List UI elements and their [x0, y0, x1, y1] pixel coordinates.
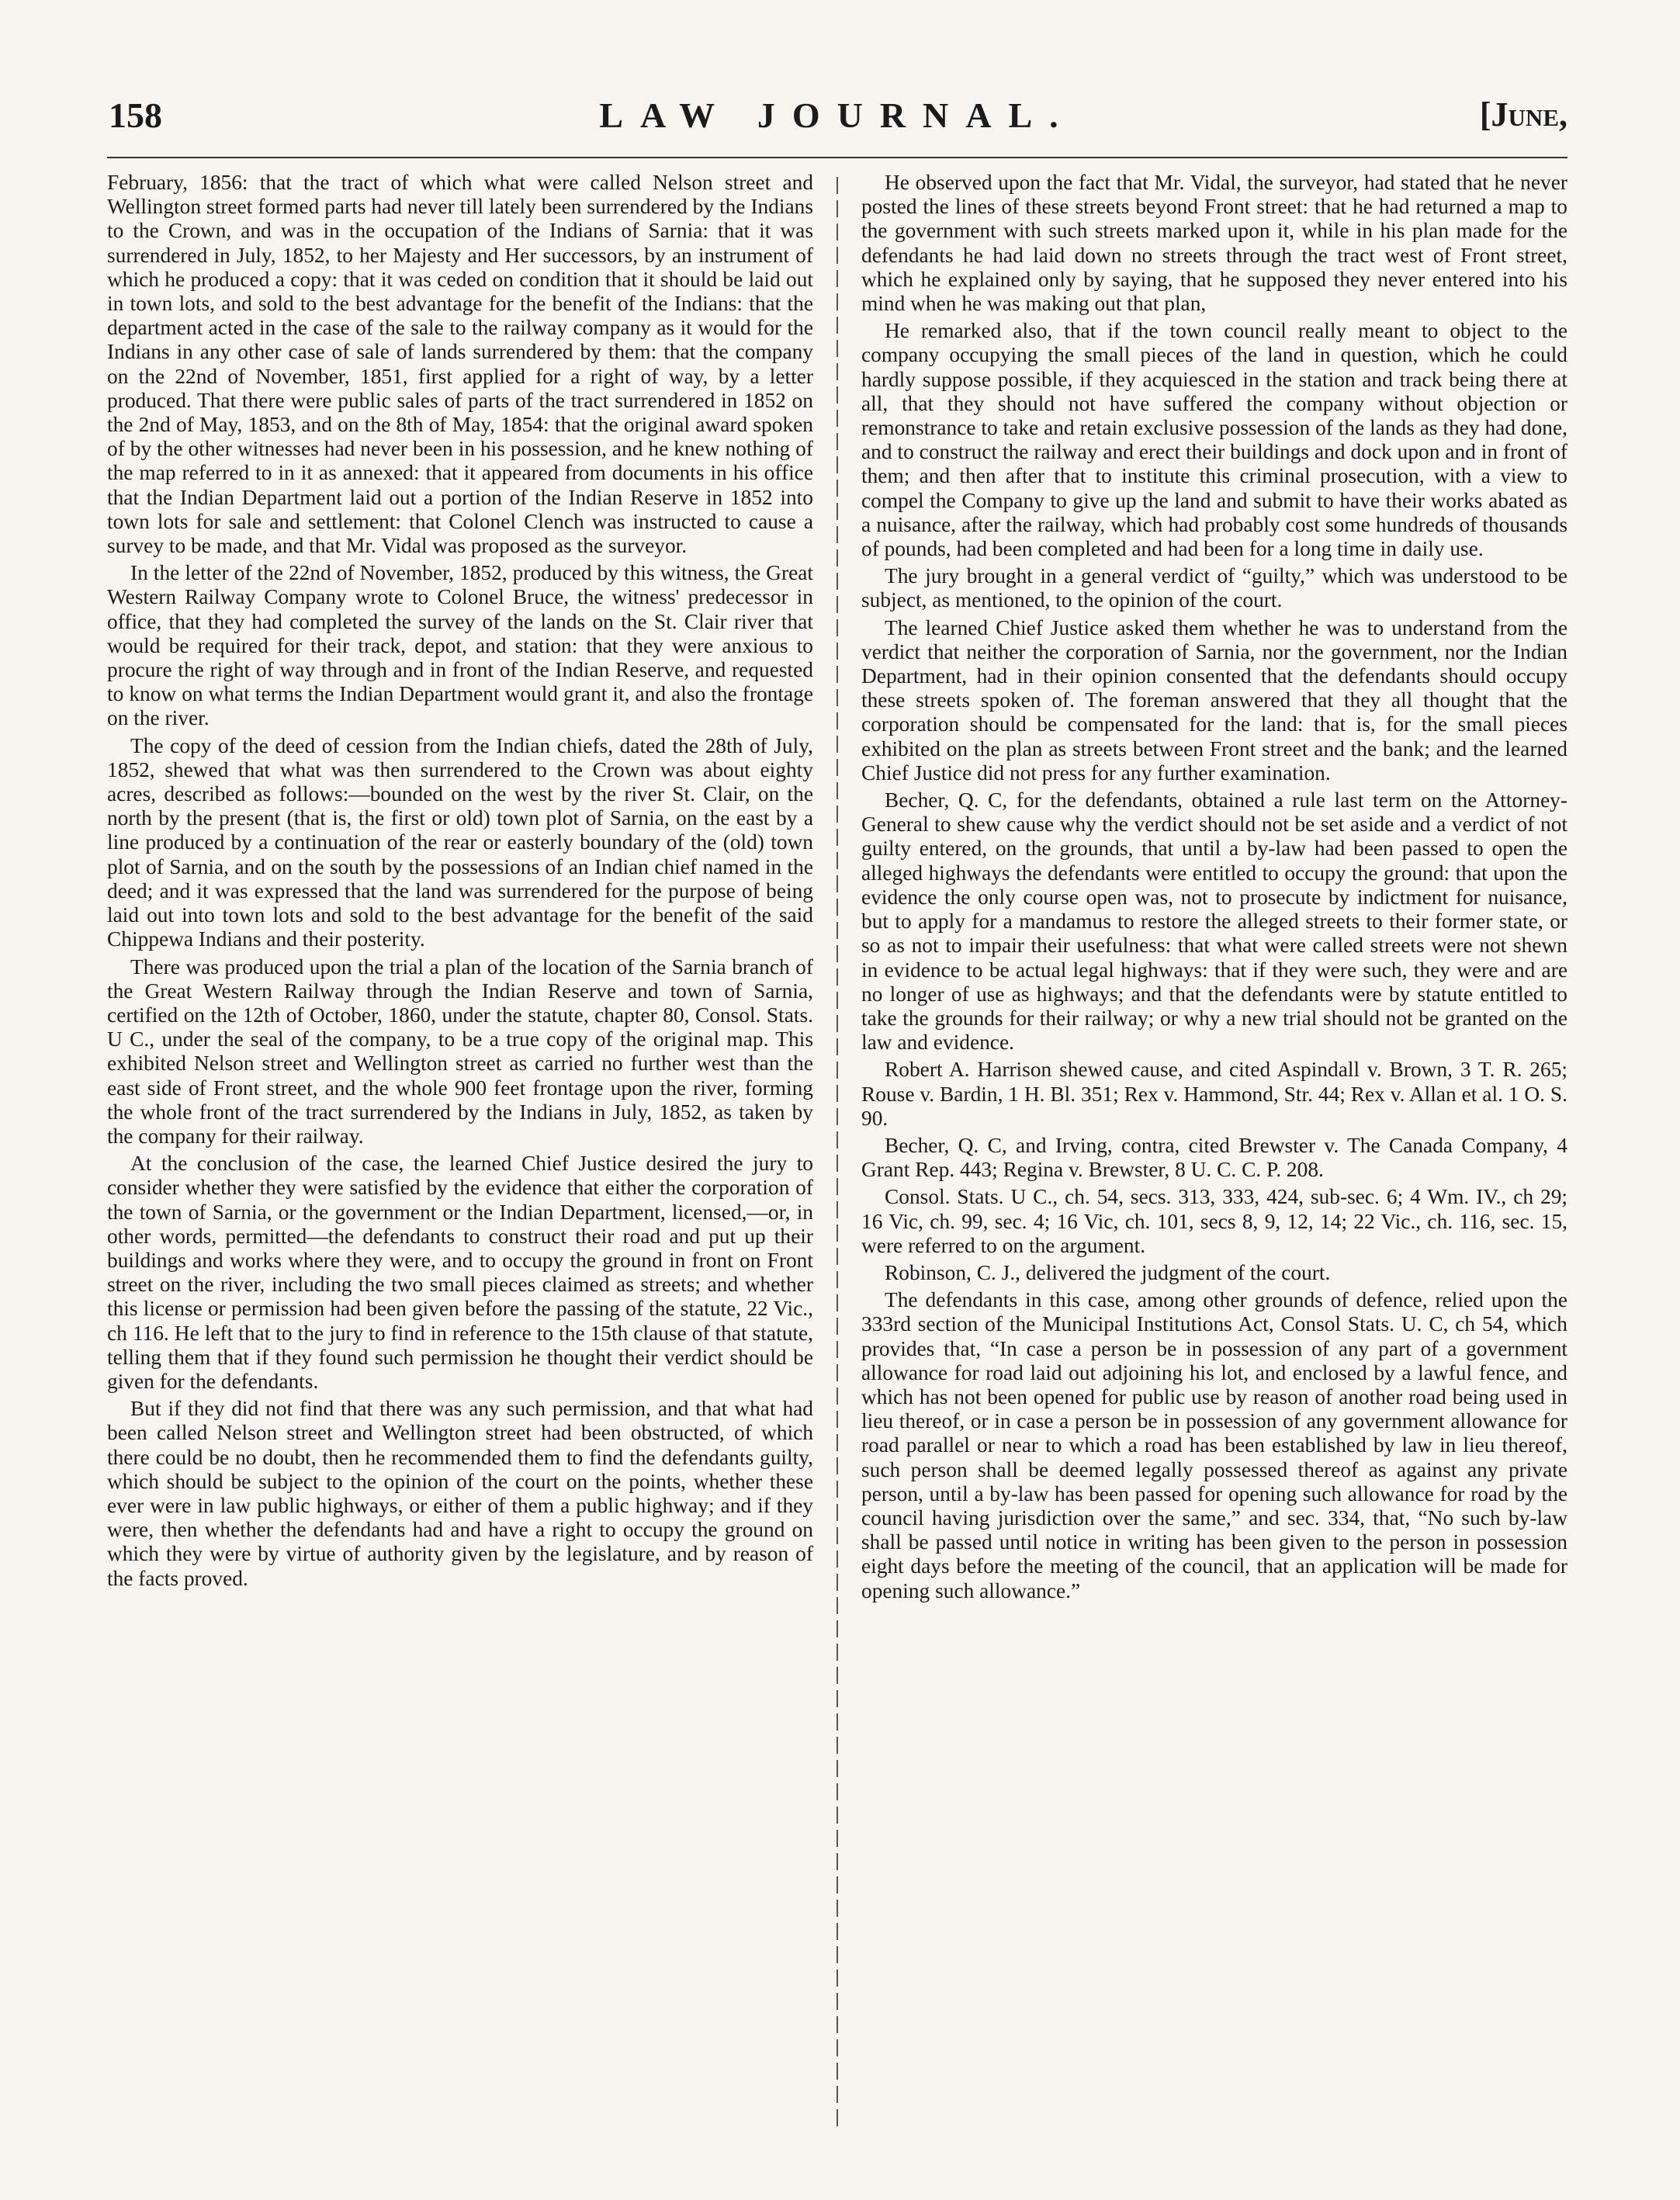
paragraph: Robinson, C. J., delivered the judgment of the court. — [885, 1260, 1331, 1284]
column-divider — [837, 177, 838, 2132]
journal-title: LAW JOURNAL. — [599, 95, 1076, 135]
paragraph: The jury brought in a general verdict of “guilty,” which was understood to be subject, as mentioned, to the opinion of the court. — [861, 564, 1567, 612]
paragraph: At the conclusion of the case, the learned Chief Justice desired the jury to consider whether they were satisfied by the evidence that either the corporation of the town of Sarnia, or the government or the Indian Department, licensed,—or, in other words, permitted—the defendants to construct their road and put up their buildings and works where they were, and to occupy the ground in front on Front street on the river, including the two small pieces claimed as streets; and whether this license or permission had been given before the passing of the statute, 22 Vic., ch 116. He left that to the jury to find in reference to the 15th clause of that statute, telling them that if they found such permission he thought their verdict should be given for the defendants. — [107, 1152, 813, 1393]
paragraph: He observed upon the fact that Mr. Vidal, the surveyor, had stated that he never posted the lines of these streets beyond Front street: that he had returned a map to the government with such streets marked upon it, while in his plan made for the defendants he had laid down no streets through the tract west of Front street, which he explained only by saying, that he supposed they never entered into his mind when he was making out that plan, — [861, 171, 1567, 316]
text-columns — [107, 171, 1567, 2132]
paragraph: There was produced upon the trial a plan of the location of the Sarnia branch of the Great Western Railway through the Indian Reserve and town of Sarnia, certified on the 12th of October, 1860, under the statute, chapter 80, Consol. Stats. U C., under the seal of the company, to be a true copy of the original map. This exhibited Nelson street and Wellington street as carried no further west than the east side of Front street, and the whole 900 feet frontage upon the river, forming the whole front of the tract surrendered by the Indians in July, 1852, as taken by the company for their railway. — [107, 954, 813, 1148]
page-header — [107, 85, 1567, 158]
paragraph: In the letter of the 22nd of November, 1852, produced by this witness, the Great Western Railway Company wrote to Colonel Bruce, the witness' predecessor in office, that they had completed the survey of the lands on the St. Clair river that would be required for their track, depot, and station: that they were anxious to procure the right of way through and in front of the Indian Reserve, and requested to know on what terms the Indian Department would grant it, and also the frontage on the river. — [107, 561, 813, 730]
paragraph: Robert A. Harrison shewed cause, and cited Aspindall v. Brown, 3 T. R. 265; Rouse v. Bardin, 1 H. Bl. 351; Rex v. Hammond, Str. 44; Rex v. Allan et al. 1 O. S. 90. — [861, 1058, 1567, 1130]
issue-month: [June, — [1479, 95, 1567, 133]
right-column — [861, 171, 1567, 2132]
journal-page — [107, 85, 1567, 2134]
paragraph: The learned Chief Justice asked them whether he was to understand from the verdict that neither the corporation of Sarnia, nor the government, nor the Indian Department, had in their opinion consented that the defendants should occupy these streets spoken of. The foreman answered that they all thought that the corporation should be compensated for the land: that is, for the small pieces exhibited on the plan as streets between Front street and the bank; and the learned Chief Justice did not press for any further examination. — [861, 615, 1567, 785]
paragraph: Consol. Stats. U C., ch. 54, secs. 313, 333, 424, sub-sec. 6; 4 Wm. IV., ch 29; 16 Vic, ch. 99, sec. 4; 16 Vic, ch. 101, secs 8, 9, 12, 14; 22 Vic., ch. 116, sec. 15, were referred to on the argument. — [861, 1185, 1567, 1257]
page-number: 158 — [109, 95, 162, 135]
left-column — [107, 171, 813, 2132]
paragraph: The copy of the deed of cession from the Indian chiefs, dated the 28th of July, 1852, shewed that what was then surrendered to the Crown was about eighty acres, described as follows:—bounded on the west by the river St. Clair, on the north by the present (that is, the first or old) town plot of Sarnia, on the east by a line produced by a continuation of the rear or easterly boundary of the (old) town plot of Sarnia, and on the south by the possessions of an Indian chief named in the deed; and it was expressed that the land was surrendered for the purpose of being laid out into town lots and sold to the best advantage for the benefit of the said Chippewa Indians and their posterity. — [107, 733, 813, 951]
paragraph: He remarked also, that if the town council really meant to object to the company occupying the small pieces of the land in question, which he could hardly suppose possible, if they acquiesced in the station and track being there at all, that they should not have suffered the company without objection or remonstrance to take and retain exclusive possession of the lands as they had done, and to construct the railway and erect their buildings and dock upon and in front of them; and then after that to institute this criminal prosecution, with a view to compel the Company to give up the land and submit to have their works abated as a nuisance, after the railway, which had probably cost some hundreds of thousands of pounds, had been completed and had been for a long time in daily use. — [861, 319, 1567, 561]
paragraph: But if they did not find that there was any such permission, and that what had been called Nelson street and Wellington street had been obstructed, of which there could be no doubt, then he recommended them to find the defendants guilty, which should be subject to the opinion of the court on the points, whether these ever were in law public highways, or either of them a public highway; and if they were, then whether the defendants had and have a right to occupy the ground on which they were by virtue of authority given by the legislature, and by reason of the facts proved. — [107, 1397, 813, 1590]
paragraph: February, 1856: that the tract of which what were called Nelson street and Wellington street formed parts had never till lately been surrendered by the Indians to the Crown, and was in the occupation of the Indians of Sarnia: that it was surrendered in July, 1852, to her Majesty and Her successors, by an instrument of which he produced a copy: that it was ceded on condition that it should be laid out in town lots, and sold to the best advantage for the benefit of the Indians: that the department acted in the case of the sale to the railway company as it would for the Indians in any other case of sale of lands surrendered by them: that the company on the 22nd of November, 1851, first applied for a right of way, by a letter produced. That there were public sales of parts of the tract surrendered in 1852 on the 2nd of May, 1853, and on the 8th of May, 1854: that the original award spoken of by the other witnesses had never been in his possession, and he knew nothing of the map referred to in it as annexed: that it appeared from documents in his office that the Indian Department laid out a portion of the Indian Reserve in 1852 into town lots for sale and settlement: that Colonel Clench was instructed to cause a survey to be made, and that Mr. Vidal was proposed as the surveyor. — [107, 171, 813, 558]
paragraph: Becher, Q. C, and Irving, contra, cited Brewster v. The Canada Company, 4 Grant Rep. 443; Regina v. Brewster, 8 U. C. C. P. 208. — [861, 1133, 1567, 1182]
paragraph: Becher, Q. C, for the defendants, obtained a rule last term on the Attorney-General to shew cause why the verdict should not be set aside and a verdict of not guilty entered, on the grounds, that until a by-law had been passed to open the alleged highways the defendants were entitled to occupy the ground: that upon the evidence the only course open was, not to prosecute by indictment for nuisance, but to apply for a mandamus to restore the alleged streets to their former state, or so as not to impair their usefulness: that what were called streets were not shewn in evidence to be actual legal highways: that if they were such, they were and are no longer of use as highways; and that the defendants were by statute entitled to take the grounds for their railway; or why a new trial should not be granted on the law and evidence. — [861, 788, 1567, 1055]
paragraph: The defendants in this case, among other grounds of defence, relied upon the 333rd section of the Municipal Institutions Act, Consol Stats. U. C, ch 54, which provides that, “In case a person be in possession of any part of a government allowance for road laid out adjoining his lot, and enclosed by a lawful fence, and which has not been opened for public use by reason of another road being used in lieu thereof, or in case a person be in possession of any government allowance for road parallel or near to which a road has been established by law in lieu thereof, such person shall be deemed legally possessed thereof as against any private person, until a by-law has been passed for opening such allowance for road by the council having jurisdiction over the same,” and sec. 334, that, “No such by-law shall be passed until notice in writing has been given to the person in possession eight days before the meeting of the council, that an application will be made for opening such allowance.” — [861, 1288, 1567, 1602]
